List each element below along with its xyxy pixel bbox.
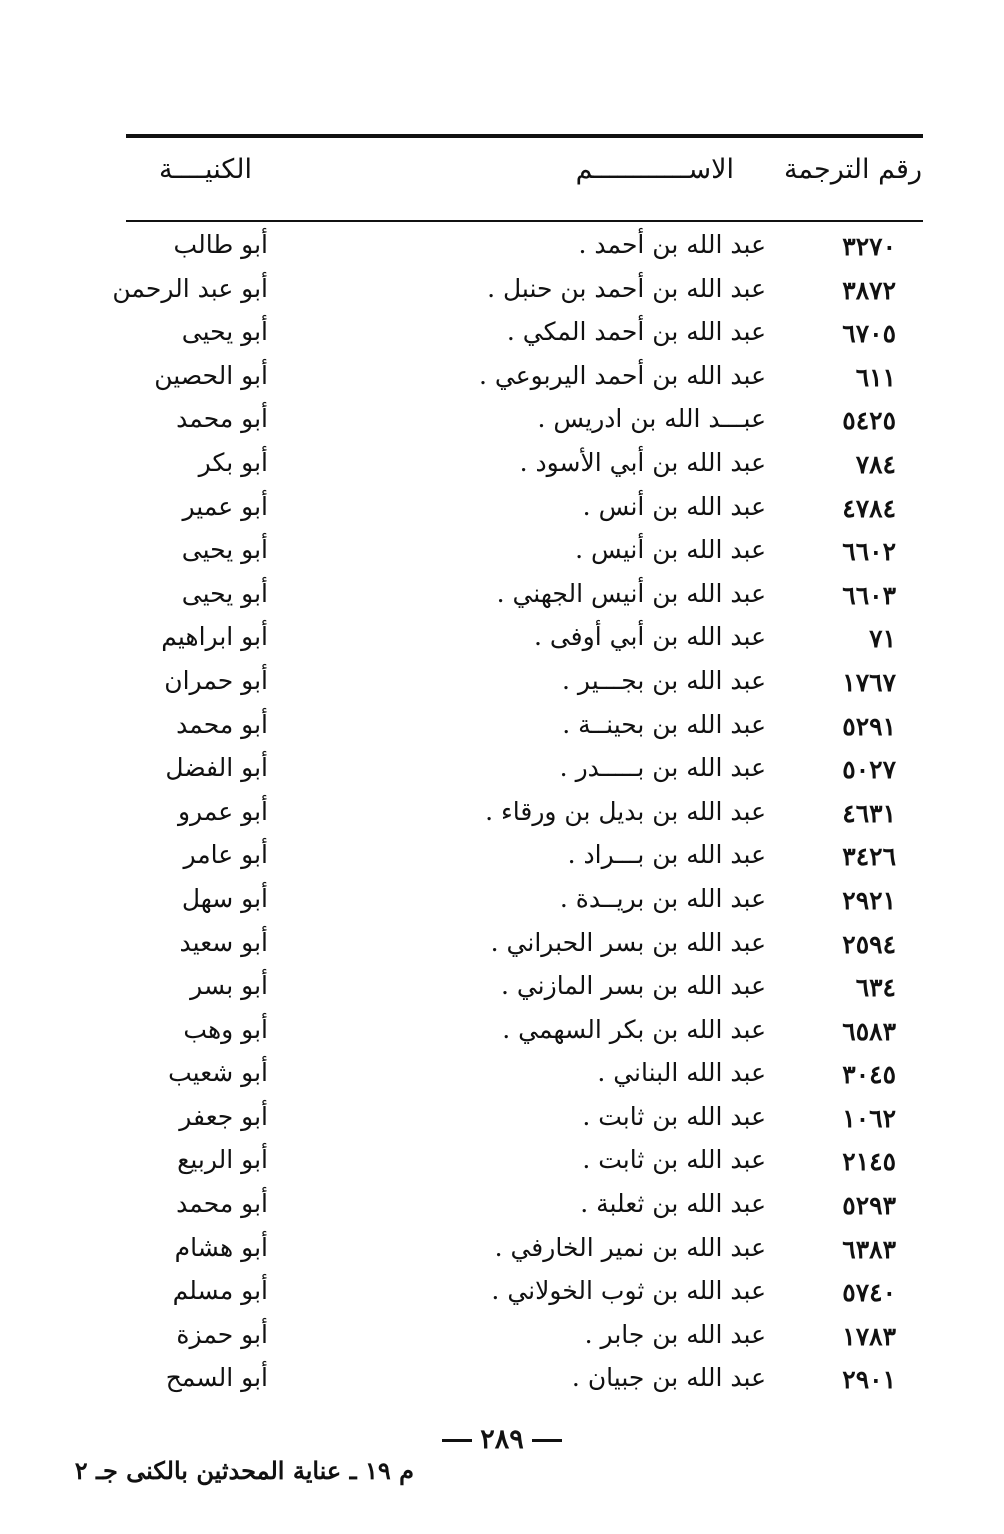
table-row [0,400,1004,444]
row-name: عبد الله بن بسر المازني . [500,971,766,1001]
row-number: ٤٧٨٤ [842,493,896,523]
table-row [0,967,1004,1011]
row-kunya: أبو عمير [182,491,268,521]
row-number: ٣٨٧٢ [842,275,896,305]
header-kunya: الكنيــــة [158,154,252,185]
header-number: رقم الترجمة [783,154,922,185]
row-number: ١٧٦٧ [842,667,896,697]
header-name: الاســــــــــــم [575,154,734,185]
row-kunya: أبو الحصين [154,360,268,390]
row-kunya: أبو يحيى [181,578,268,608]
row-number: ٥٢٩٣ [842,1191,896,1221]
row-name: عبد الله بن أحمد المكي . [506,317,766,347]
table-row [0,1054,1004,1098]
row-kunya: أبو السمح [165,1363,268,1393]
row-name: عبد الله بن بـــــدر . [559,753,766,783]
table-row [0,1011,1004,1055]
row-name: عبد الله بن بجـــير . [562,665,766,695]
row-kunya: أبو حمران [164,665,268,695]
row-number: ٦١١ [855,362,896,392]
row-number: ٧١ [869,624,896,654]
row-number: ٥٢٩١ [842,711,896,741]
table-row [0,575,1004,619]
table-row [0,618,1004,662]
row-name: عبد الله بن بسر الحبراني . [490,927,766,957]
row-kunya: أبو محمد [176,404,268,434]
row-name: عبد الله بن بديل بن ورقاء . [485,796,766,826]
table-row [0,836,1004,880]
row-number: ٦٦٠٣ [842,580,896,610]
row-kunya: أبو عامر [183,840,268,870]
row-kunya: أبو الفضل [165,753,268,783]
row-number: ٧٨٤ [855,449,896,479]
row-name: عبد الله بن جابر . [584,1319,766,1349]
row-name: عبد الله بن بحينــة . [562,709,766,739]
row-name: عبد الله بن بريــدة . [559,883,766,913]
row-number: ٤٦٣١ [842,798,896,828]
row-kunya: أبو ابراهيم [161,622,268,652]
row-name: عبد الله بن ثابت . [582,1101,766,1131]
table-row [0,1229,1004,1273]
table-row [0,226,1004,270]
row-name: عبد الله بن بكر السهمي . [502,1014,766,1044]
row-number: ٥٠٢٧ [842,755,896,785]
row-name: عبد الله بن أبي الأسود . [519,447,766,477]
table-row [0,1141,1004,1185]
row-name: عبد الله بن ثوب الخولاني . [491,1276,766,1306]
row-number: ٣٠٤٥ [842,1060,896,1090]
row-kunya: أبو بسر [190,971,268,1001]
footer-signature: م ١٩ ـ عناية المحدثين بالكنى جـ ٢ [74,1456,414,1485]
row-number: ٣٤٢٦ [842,842,896,872]
table-row [0,1098,1004,1142]
row-kunya: أبو وهب [183,1014,268,1044]
row-name: عبـــد الله بن ادريس . [537,404,766,434]
table-row [0,357,1004,401]
row-kunya: أبو محمد [176,1189,268,1219]
row-kunya: أبو حمزة [176,1319,268,1349]
row-number: ٥٧٤٠ [842,1278,896,1308]
table-row [0,444,1004,488]
row-name: عبد الله بن أنس . [582,491,766,521]
table-row [0,749,1004,793]
table-row [0,1359,1004,1403]
row-kunya: أبو بكر [198,447,268,477]
table-row [0,270,1004,314]
row-kunya: أبو جعفر [179,1101,268,1131]
row-kunya: أبو محمد [176,709,268,739]
row-name: عبد الله بن أحمد بن حنبل . [487,273,766,303]
table-row [0,924,1004,968]
table-row [0,706,1004,750]
row-kunya: أبو مسلم [172,1276,268,1306]
row-number: ٦٧٠٥ [842,319,896,349]
row-number: ٦٣٤ [855,973,896,1003]
top-rule [126,134,923,138]
row-name: عبد الله بن أنيس الجهني . [496,578,766,608]
table-row [0,488,1004,532]
row-kunya: أبو سهل [181,883,268,913]
row-kunya: أبو شعيب [168,1058,268,1088]
row-kunya: أبو عمرو [177,796,268,826]
row-name: عبد الله بن جبيان . [571,1363,766,1393]
row-number: ٥٤٢٥ [842,406,896,436]
header-rule [126,220,923,222]
row-name: عبد الله بن نمير الخارفي . [494,1232,766,1262]
table-body [0,226,1004,1403]
table-row [0,1185,1004,1229]
row-kunya: أبو طالب [173,230,268,259]
table-row [0,1316,1004,1360]
row-name: عبد الله بن أبي أوفى . [533,622,766,652]
row-number: ٣٢٧٠ [842,232,896,261]
table-row [0,793,1004,837]
row-number: ٢٥٩٤ [842,929,896,959]
row-number: ١٠٦٢ [842,1103,896,1133]
row-number: ٦٣٨٣ [842,1234,896,1264]
row-number: ٢٩٠١ [842,1365,896,1395]
table-row [0,313,1004,357]
table-row [0,662,1004,706]
row-kunya: أبو هشام [174,1232,268,1262]
row-kunya: أبو سعيد [179,927,268,957]
row-kunya: أبو يحيى [181,535,268,565]
row-name: عبد الله بن أحمد اليربوعي . [479,360,766,390]
row-number: ٦٦٠٢ [842,537,896,567]
row-name: عبد الله بن ثابت . [582,1145,766,1175]
row-name: عبد الله بن بـــراد . [567,840,766,870]
row-number: ١٧٨٣ [842,1321,896,1351]
row-kunya: أبو يحيى [181,317,268,347]
row-name: عبد الله البناني . [597,1058,766,1088]
row-name: عبد الله بن ثعلبة . [580,1189,766,1219]
row-number: ٢٩٢١ [842,885,896,915]
table-row [0,1272,1004,1316]
page-number-text: ٢٨٩ [480,1424,524,1455]
page-number-dash [442,1439,472,1442]
row-name: عبد الله بن أنيس . [575,535,766,565]
row-number: ٢١٤٥ [842,1147,896,1177]
table-row [0,531,1004,575]
row-name: عبد الله بن أحمد . [578,230,766,259]
row-kunya: أبو الربيع [177,1145,268,1175]
page-number [0,1424,1004,1455]
page-number-dash [532,1439,562,1442]
row-number: ٦٥٨٣ [842,1016,896,1046]
row-kunya: أبو عبد الرحمن [112,273,268,303]
table-row [0,880,1004,924]
